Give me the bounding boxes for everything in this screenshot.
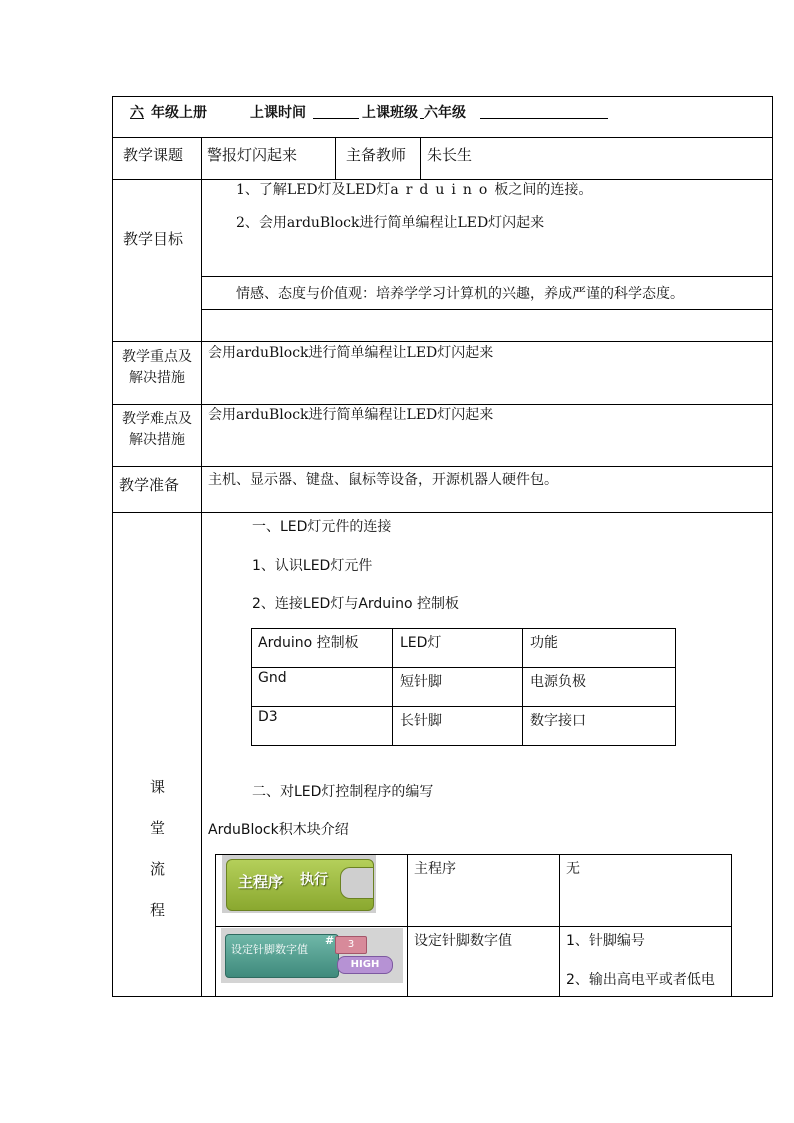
- set-pin-block-text: 设定针脚数字值: [231, 943, 308, 956]
- table-row-1-board: Gnd: [258, 670, 287, 686]
- goal-item-1-end: 板之间的连接。: [494, 182, 593, 198]
- block-2-desc-1: 1、针脚编号: [566, 933, 645, 949]
- prep-label: 教学准备: [119, 476, 180, 494]
- step-1: 1、认识LED灯元件: [252, 558, 373, 574]
- goals-label: 教学目标: [123, 230, 184, 248]
- process-label-char-4: 程: [150, 901, 166, 919]
- teacher-label: 主备教师: [346, 146, 407, 164]
- difficulties-label: [113, 409, 201, 451]
- table-row-2-function: 数字接口: [530, 713, 586, 729]
- teacher-value: 朱长生: [427, 146, 473, 164]
- table-header-board: Arduino 控制板: [258, 635, 359, 651]
- table-row-1-led: 短针脚: [400, 674, 442, 690]
- section-1-heading: 一、LED灯元件的连接: [252, 519, 392, 535]
- table-row-2-board: D3: [258, 709, 278, 725]
- goal-item-2: 2、会用arduBlock进行简单编程让LED灯闪起来: [236, 215, 545, 231]
- subject-value: 警报灯闪起来: [207, 146, 298, 164]
- difficulties-value: 会用arduBlock进行简单编程让LED灯闪起来: [208, 407, 494, 423]
- block-2-desc-2: 2、输出高电平或者低电: [566, 972, 715, 988]
- main-program-block-image: [222, 855, 376, 913]
- step-2: 2、连接LED灯与Arduino 控制板: [252, 596, 459, 612]
- header-grade: 六: [130, 105, 144, 121]
- ardublock-intro: ArduBlock积木块介绍: [208, 822, 349, 838]
- section-2-heading: 二、对LED灯控制程序的编写: [252, 784, 434, 800]
- process-label-char-3: 流: [150, 860, 166, 878]
- key-points-label-2: 解决措施: [129, 370, 185, 386]
- key-points-value: 会用arduBlock进行简单编程让LED灯闪起来: [208, 345, 494, 361]
- goal-item-1-spaced: arduino: [390, 182, 495, 198]
- key-points-label-1: 教学重点及: [122, 349, 192, 365]
- set-pin-block-image: [221, 928, 403, 983]
- difficulties-label-2: 解决措施: [129, 432, 185, 448]
- header-class-blank: [480, 118, 608, 119]
- header-time-blank: [313, 118, 359, 119]
- main-program-block-text: 主程序: [238, 873, 284, 891]
- main-program-block-exec: 执行: [300, 872, 328, 888]
- goal-emotion: 情感、态度与价值观：培养学学习计算机的兴趣，养成严谨的科学态度。: [236, 286, 684, 302]
- subject-label: 教学课题: [123, 146, 184, 164]
- block-1-name: 主程序: [414, 861, 456, 877]
- goal-item-1: [236, 181, 592, 199]
- table-row-1-function: 电源负极: [530, 674, 586, 690]
- table-header-function: 功能: [530, 635, 558, 651]
- set-pin-block-high: HIGH: [337, 956, 393, 974]
- prep-value: 主机、显示器、键盘、鼠标等设备，开源机器人硬件包。: [208, 472, 558, 488]
- process-label-char-2: 堂: [150, 819, 166, 837]
- key-points-label: [113, 347, 201, 389]
- block-2-name: 设定针脚数字值: [414, 933, 512, 949]
- difficulties-label-1: 教学难点及: [122, 411, 192, 427]
- goal-item-1-text: 1、了解LED灯及LED灯: [236, 182, 391, 198]
- set-pin-block-hash: #: [325, 934, 335, 947]
- header-time-label: 上课时间: [250, 105, 306, 121]
- table-row-2-led: 长针脚: [400, 713, 442, 729]
- header-grade-suffix: 年级上册: [151, 105, 207, 121]
- header-class-label: 上课班级: [362, 105, 418, 121]
- set-pin-block-number: 3: [335, 936, 367, 954]
- header-class-value: 六年级: [424, 105, 466, 121]
- table-header-led: LED灯: [400, 635, 442, 651]
- block-1-desc: 无: [566, 861, 580, 877]
- process-label-char-1: 课: [150, 778, 166, 796]
